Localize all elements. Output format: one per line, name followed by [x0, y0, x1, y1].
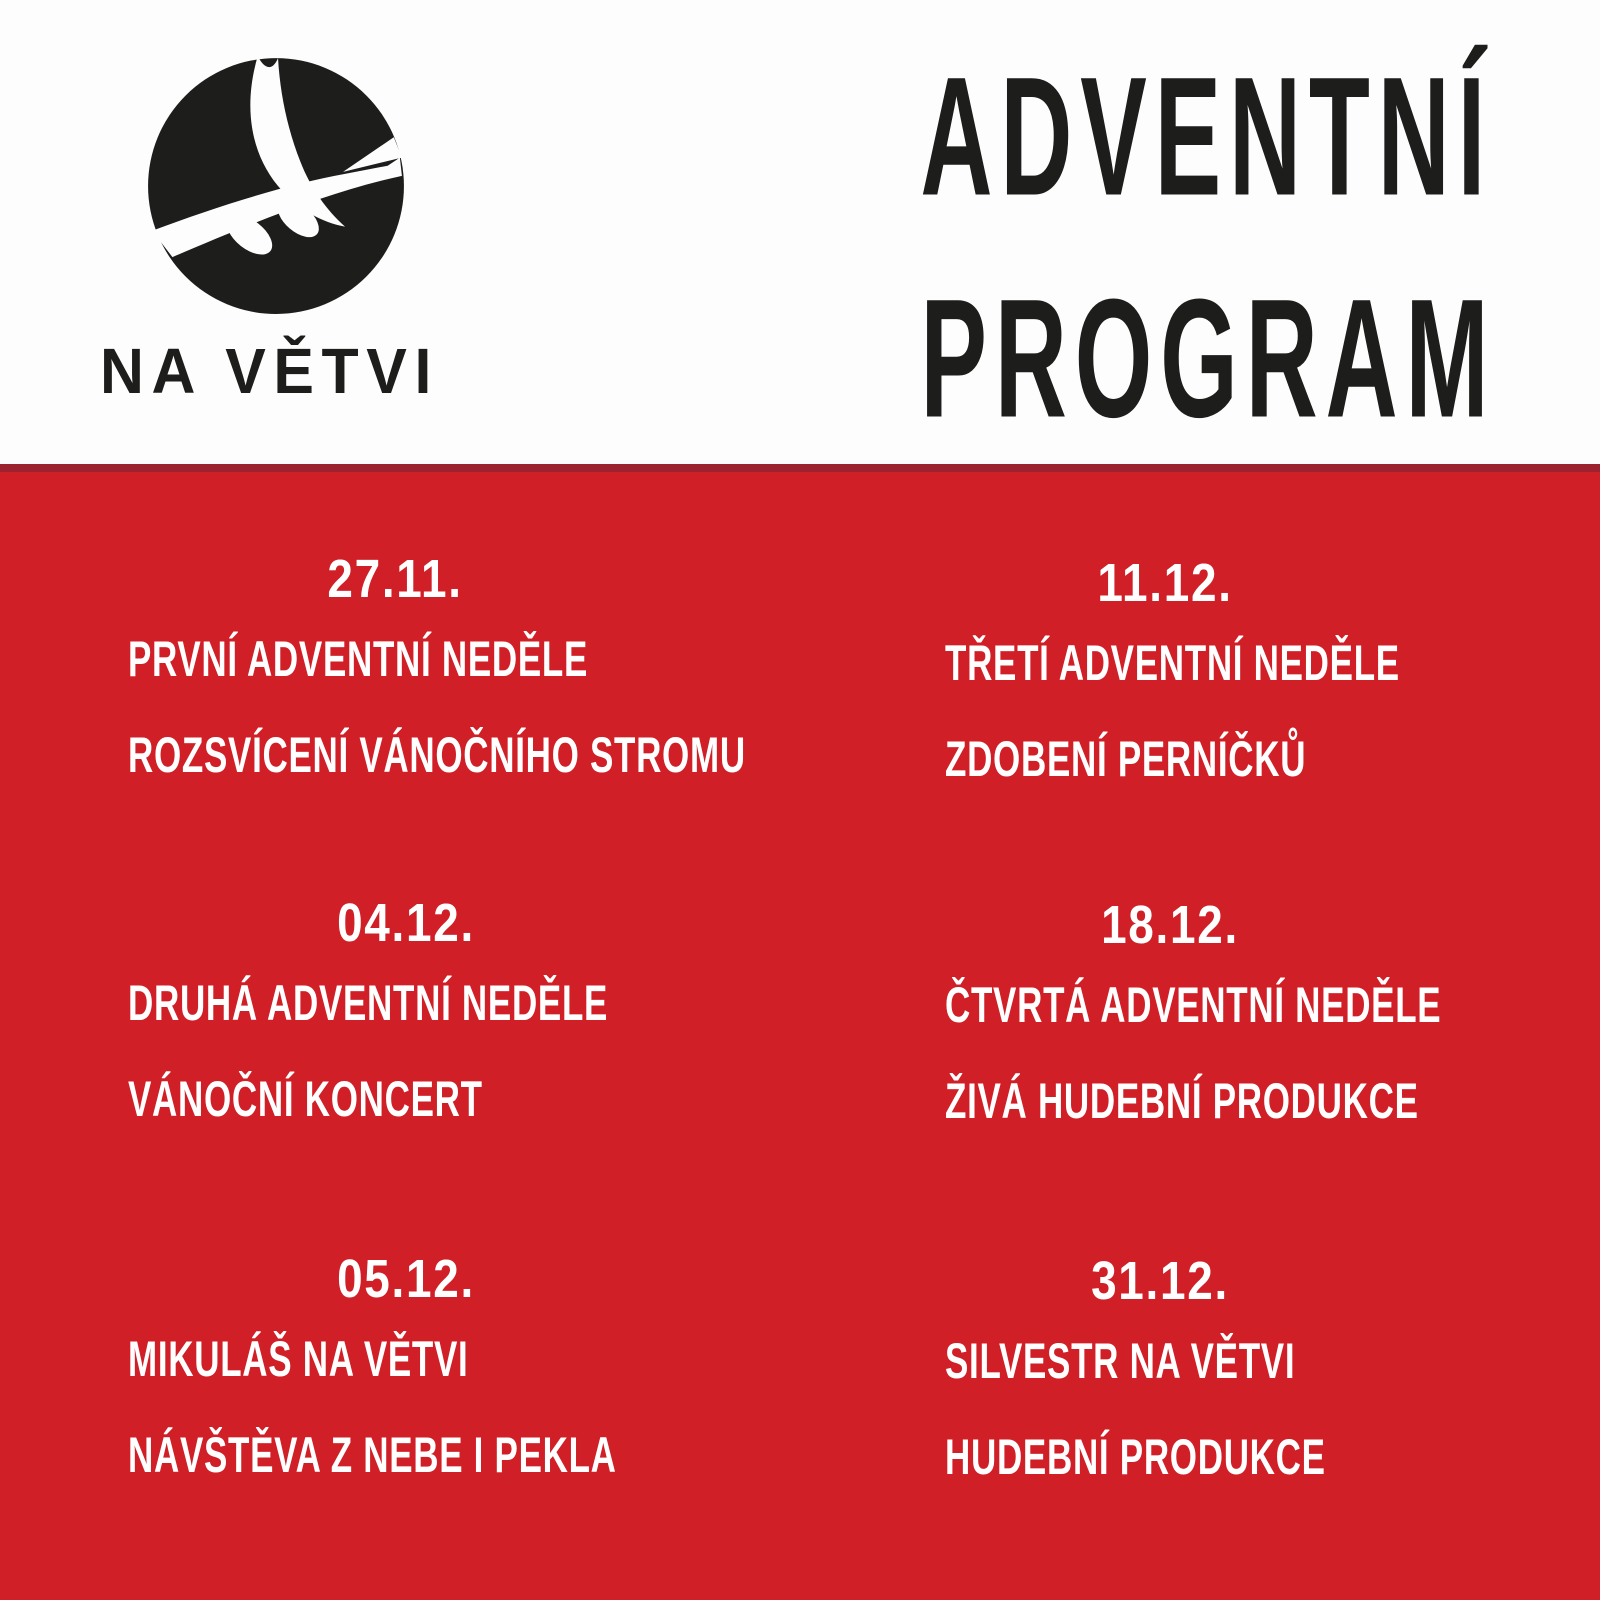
- event-item: [128, 1249, 684, 1526]
- event-title: DRUHÁ ADVENTNÍ NEDĚLE: [128, 975, 609, 1031]
- event-date: 27.11.: [327, 549, 463, 609]
- event-date: 04.12.: [337, 893, 475, 953]
- event-subtitle: ROZSVÍCENÍ VÁNOČNÍHO STROMU: [128, 727, 746, 783]
- poster-title-line2: PROGRAM: [920, 264, 1497, 454]
- event-title: PRVNÍ ADVENTNÍ NEDĚLE: [128, 631, 589, 687]
- event-title: ČTVRTÁ ADVENTNÍ NEDĚLE: [945, 977, 1442, 1033]
- event-item: [945, 553, 1400, 830]
- event-date: 18.12.: [1101, 895, 1239, 955]
- event-item: [128, 893, 684, 1170]
- brand-name: NA VĚTVI: [100, 335, 439, 407]
- event-item: [128, 549, 746, 826]
- event-date: 11.12.: [1097, 553, 1233, 613]
- event-subtitle: ŽIVÁ HUDEBNÍ PRODUKCE: [945, 1073, 1419, 1129]
- event-item: [945, 895, 1442, 1172]
- event-subtitle: HUDEBNÍ PRODUKCE: [945, 1429, 1326, 1485]
- event-subtitle: NÁVŠTĚVA Z NEBE I PEKLA: [128, 1427, 617, 1483]
- squirrel-logo-icon: [142, 52, 410, 316]
- event-subtitle: VÁNOČNÍ KONCERT: [128, 1071, 483, 1127]
- event-item: [945, 1251, 1375, 1528]
- event-date: 31.12.: [1091, 1251, 1229, 1311]
- event-date: 05.12.: [337, 1249, 475, 1309]
- event-title: SILVESTR NA VĚTVI: [945, 1333, 1296, 1389]
- event-title: TŘETÍ ADVENTNÍ NEDĚLE: [945, 635, 1400, 691]
- event-subtitle: ZDOBENÍ PERNÍČKŮ: [945, 731, 1307, 787]
- event-title: MIKULÁŠ NA VĚTVI: [128, 1331, 469, 1387]
- poster-title-line1: ADVENTNÍ: [920, 42, 1494, 232]
